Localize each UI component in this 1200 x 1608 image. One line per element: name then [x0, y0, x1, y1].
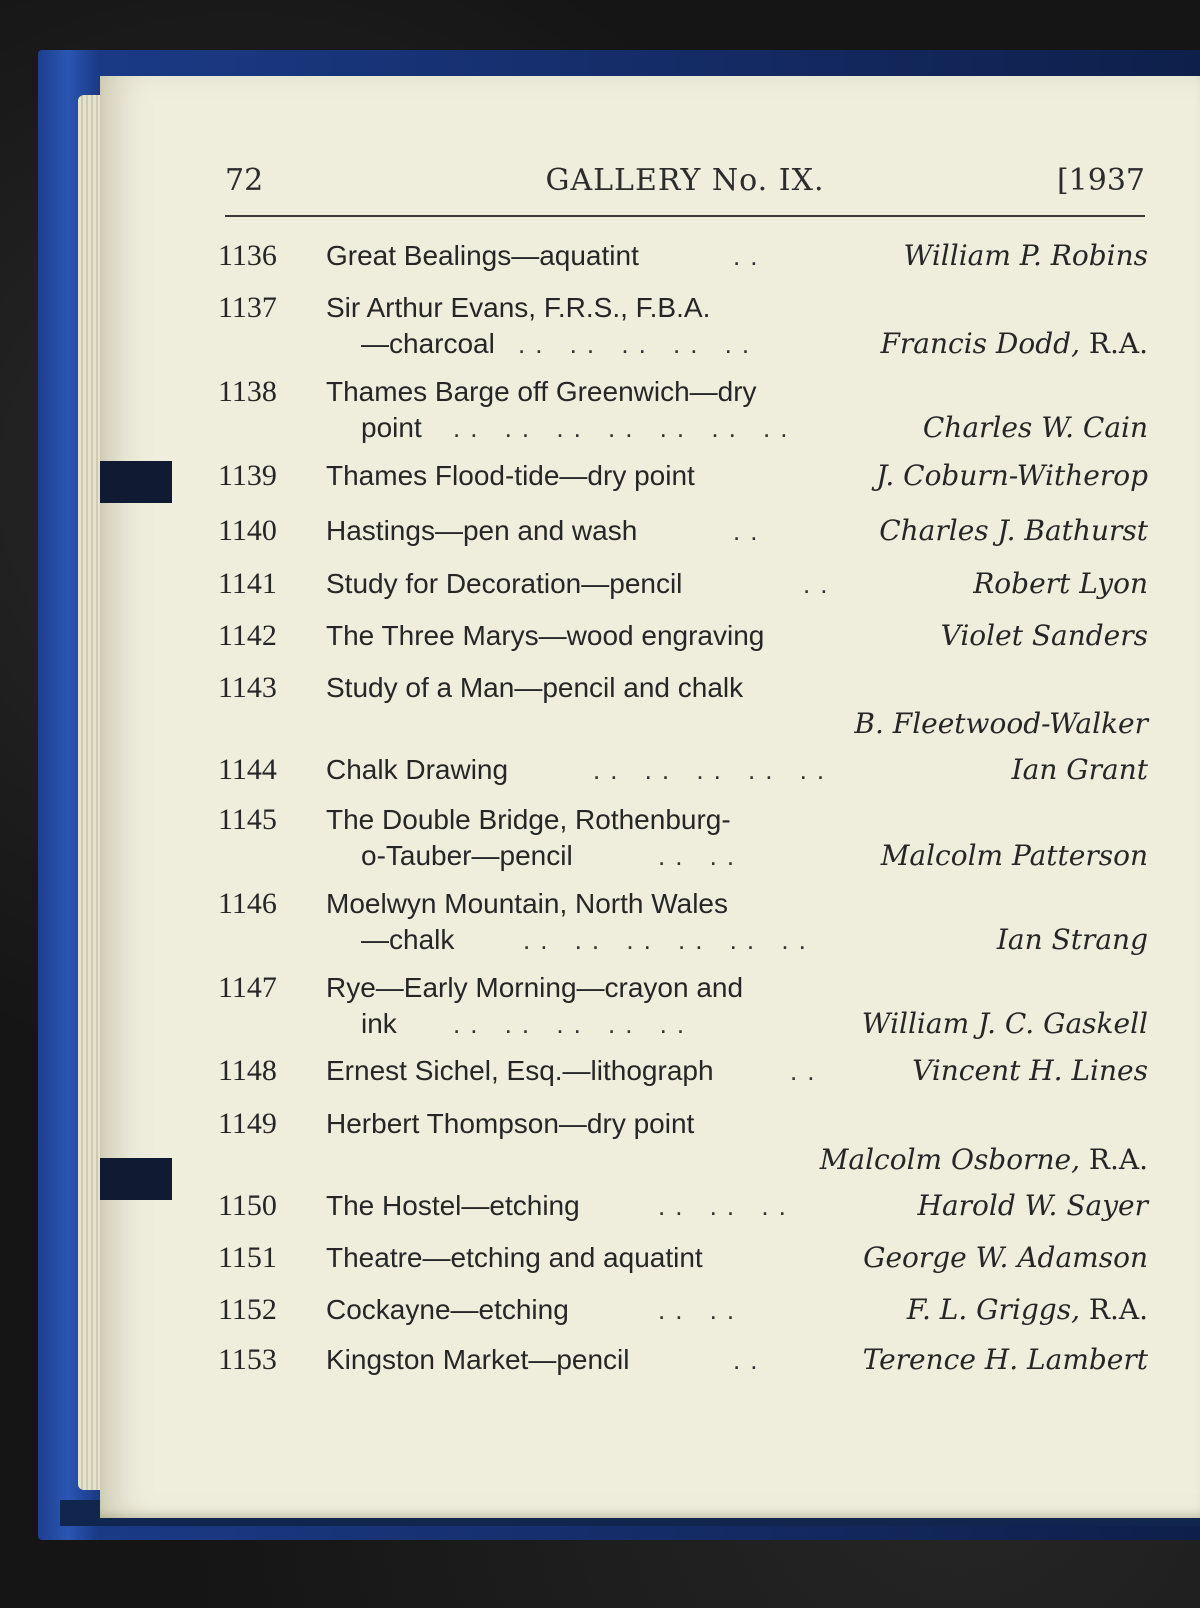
- entry-number: 1145: [218, 803, 277, 836]
- catalogue-entry: [218, 1342, 1148, 1378]
- entry-title: Thames Flood-tide—dry point: [326, 460, 695, 491]
- artist-name: [863, 1342, 1148, 1378]
- artist-name: [876, 458, 1148, 494]
- entry-number: 1142: [218, 619, 277, 652]
- leader-dots: .. .. .. .. ..: [593, 755, 835, 785]
- entry-title-continuation: ink: [361, 1008, 397, 1039]
- entry-title: Moelwyn Mountain, North Wales: [326, 888, 729, 919]
- catalogue-entry: [218, 566, 1148, 602]
- leader-dots: .. .. .. .. ..: [518, 329, 760, 359]
- entry-number: 1149: [218, 1107, 277, 1140]
- entry-title: The Double Bridge, Rothenburg-: [326, 804, 731, 835]
- artist-honour: R.A.: [1088, 1143, 1148, 1176]
- entry-title: Cockayne—etching: [326, 1294, 569, 1325]
- artist-name: [1012, 752, 1148, 788]
- artist-name-text: Ian Grant: [1011, 753, 1148, 786]
- header-rule: [225, 215, 1145, 217]
- leader-dots: .. .. ..: [658, 1191, 796, 1221]
- artist-name-text: Charles W. Cain: [922, 411, 1148, 444]
- binding-tab: [100, 1158, 172, 1200]
- artist-name: [820, 1142, 1148, 1178]
- artist-honour: R.A.: [1088, 327, 1148, 360]
- entry-number: 1143: [218, 671, 277, 704]
- artist-name-text: William J. C. Gaskell: [861, 1007, 1148, 1040]
- artist-name-text: Vincent H. Lines: [912, 1054, 1148, 1087]
- catalogue-entry: [218, 1053, 1148, 1089]
- artist-name: [973, 566, 1148, 602]
- entry-number: 1141: [218, 567, 277, 600]
- entry-title: Kingston Market—pencil: [326, 1344, 630, 1375]
- artist-name: [907, 1292, 1148, 1328]
- artist-name: [918, 1188, 1148, 1224]
- entry-title: Ernest Sichel, Esq.—lithograph: [326, 1055, 714, 1086]
- artist-name-text: Malcolm Osborne,: [819, 1143, 1080, 1176]
- artist-name: [904, 238, 1148, 274]
- artist-name-text: Malcolm Patterson: [880, 839, 1148, 872]
- artist-name-text: Ian Strang: [996, 923, 1148, 956]
- entry-title: Hastings—pen and wash: [326, 515, 638, 546]
- entry-number: 1140: [218, 514, 277, 547]
- artist-name: [854, 706, 1148, 742]
- page-number: 72: [225, 163, 264, 198]
- catalogue-entry: [218, 802, 1148, 874]
- catalogue-entry: [218, 238, 1148, 274]
- catalogue-entry: [218, 970, 1148, 1042]
- catalogue-entry: [218, 752, 1148, 788]
- entry-title: Chalk Drawing: [326, 754, 509, 785]
- artist-name: [880, 326, 1148, 362]
- artist-name: [923, 410, 1148, 446]
- artist-name-text: George W. Adamson: [863, 1241, 1148, 1274]
- entry-number: 1137: [218, 291, 277, 324]
- entry-number: 1147: [218, 971, 277, 1004]
- artist-name: [879, 513, 1148, 549]
- catalogue-entry: [218, 1106, 1148, 1178]
- entry-title: Theatre—etching and aquatint: [326, 1242, 703, 1273]
- artist-name-text: F. L. Griggs,: [906, 1293, 1080, 1326]
- entry-title: Study of a Man—pencil and chalk: [326, 672, 744, 703]
- artist-name: [941, 618, 1148, 654]
- artist-name: [863, 1240, 1148, 1276]
- leader-dots: .. ..: [658, 1295, 745, 1325]
- entry-number: 1150: [218, 1189, 277, 1222]
- leader-dots: .. .. .. .. .. .. ..: [453, 413, 798, 443]
- artist-name-text: Harold W. Sayer: [917, 1189, 1148, 1222]
- artist-honour: R.A.: [1088, 1293, 1148, 1326]
- catalogue-entry: [218, 1188, 1148, 1224]
- entry-number: 1146: [218, 887, 277, 920]
- entry-number: 1139: [218, 459, 277, 492]
- artist-name: [881, 838, 1148, 874]
- entry-title: Great Bealings—aquatint: [326, 240, 639, 271]
- entry-number: 1153: [218, 1343, 277, 1376]
- artist-name: [862, 1006, 1148, 1042]
- leader-dots: ..: [803, 569, 838, 599]
- catalogue-entry: [218, 458, 1148, 494]
- entry-title-continuation: —charcoal: [361, 328, 495, 359]
- artist-name-text: William P. Robins: [903, 239, 1148, 272]
- leader-dots: .. ..: [658, 841, 745, 871]
- artist-name-text: Robert Lyon: [973, 567, 1148, 600]
- entry-number: 1148: [218, 1054, 277, 1087]
- artist-name-text: Terence H. Lambert: [862, 1343, 1148, 1376]
- entry-number: 1152: [218, 1293, 277, 1326]
- entry-title: The Hostel—etching: [326, 1190, 580, 1221]
- catalogue-entry: [218, 513, 1148, 549]
- gallery-title: GALLERY No. IX.: [545, 163, 825, 198]
- catalogue-entry: [218, 1292, 1148, 1328]
- entry-title-continuation: —chalk: [361, 924, 455, 955]
- entry-title: Herbert Thompson—dry point: [326, 1108, 695, 1139]
- entry-title-continuation: point: [361, 412, 422, 443]
- leader-dots: ..: [733, 241, 768, 271]
- leader-dots: ..: [790, 1056, 825, 1086]
- artist-name-text: B. Fleetwood-Walker: [854, 707, 1148, 740]
- leader-dots: .. .. .. .. .. ..: [523, 925, 816, 955]
- entry-title-continuation: o-Tauber—pencil: [361, 840, 573, 871]
- catalogue-entry: [218, 1240, 1148, 1276]
- entry-title: The Three Marys—wood engraving: [326, 620, 765, 651]
- entry-title: Study for Decoration—pencil: [326, 568, 683, 599]
- page-header: [225, 155, 1145, 205]
- entry-number: 1144: [218, 753, 277, 786]
- artist-name: [912, 1053, 1148, 1089]
- entry-number: 1138: [218, 375, 277, 408]
- binding-tab: [100, 461, 172, 503]
- year: [1937: [1056, 163, 1145, 198]
- artist-name-text: J. Coburn-Witherop: [876, 459, 1148, 492]
- artist-name-text: Francis Dodd,: [880, 327, 1080, 360]
- entry-title: Rye—Early Morning—crayon and: [326, 972, 744, 1003]
- artist-name: [997, 922, 1148, 958]
- entry-title: Thames Barge off Greenwich—dry: [326, 376, 757, 407]
- leader-dots: ..: [733, 516, 768, 546]
- leader-dots: ..: [733, 1345, 768, 1375]
- artist-name-text: Charles J. Bathurst: [879, 514, 1148, 547]
- entry-title: Sir Arthur Evans, F.R.S., F.B.A.: [326, 292, 711, 323]
- leader-dots: .. .. .. .. ..: [453, 1009, 695, 1039]
- catalogue-entry: [218, 374, 1148, 446]
- artist-name-text: Violet Sanders: [940, 619, 1148, 652]
- catalogue-entry: [218, 886, 1148, 958]
- entry-number: 1136: [218, 239, 277, 272]
- entry-number: 1151: [218, 1241, 277, 1274]
- catalogue-entry: [218, 618, 1148, 654]
- catalogue-entry: [218, 670, 1148, 742]
- catalogue-entry: [218, 290, 1148, 362]
